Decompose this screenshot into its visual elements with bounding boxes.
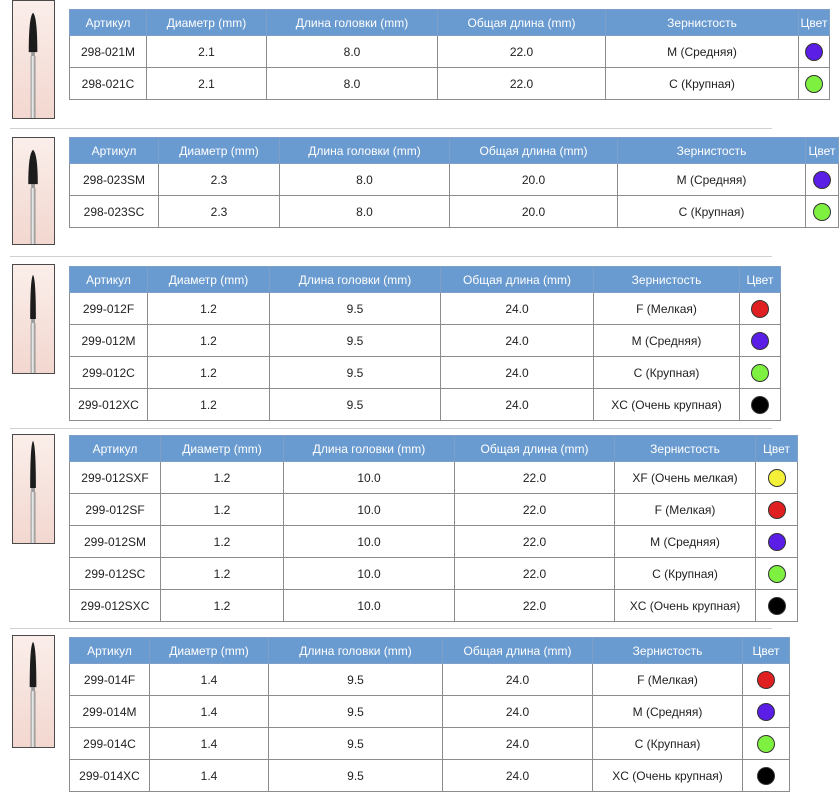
grit-header: Зернистость xyxy=(618,138,806,164)
total-length-cell: 24.0 xyxy=(441,357,594,389)
bur-tool-icon xyxy=(13,1,54,118)
head-length-cell: 9.5 xyxy=(269,760,443,792)
color-swatch xyxy=(813,171,831,189)
total-length-cell: 20.0 xyxy=(450,196,618,228)
color-swatch xyxy=(751,396,769,414)
total-length-cell: 20.0 xyxy=(450,164,618,196)
spec-table xyxy=(69,9,830,100)
head-length-cell: 10.0 xyxy=(284,526,455,558)
article-header: Артикул xyxy=(70,638,150,664)
total-length-header: Общая длина (mm) xyxy=(441,267,594,293)
product-photo xyxy=(12,635,55,748)
total-length-cell: 24.0 xyxy=(443,696,593,728)
head-length-header: Длина головки (mm) xyxy=(284,436,455,462)
total-length-cell: 24.0 xyxy=(441,293,594,325)
grit-cell: C (Крупная) xyxy=(594,357,740,389)
head-length-cell: 10.0 xyxy=(284,558,455,590)
head-length-header: Длина головки (mm) xyxy=(270,267,441,293)
color-swatch xyxy=(757,671,775,689)
product-photo xyxy=(12,0,55,119)
diameter-cell: 1.2 xyxy=(148,293,270,325)
color-cell xyxy=(743,760,790,792)
head-length-cell: 9.5 xyxy=(270,293,441,325)
diameter-cell: 2.3 xyxy=(159,164,280,196)
article-cell: 299-014M xyxy=(70,696,150,728)
color-cell xyxy=(740,293,781,325)
total-length-cell: 22.0 xyxy=(455,558,615,590)
table-row xyxy=(70,664,790,696)
diameter-header: Диаметр (mm) xyxy=(148,267,270,293)
color-cell xyxy=(756,462,798,494)
color-cell xyxy=(756,558,798,590)
grit-header: Зернистость xyxy=(606,10,799,36)
head-length-cell: 10.0 xyxy=(284,462,455,494)
head-length-header: Длина головки (mm) xyxy=(269,638,443,664)
diameter-cell: 1.2 xyxy=(148,389,270,421)
table-row xyxy=(70,526,798,558)
color-cell xyxy=(743,728,790,760)
spec-table xyxy=(69,266,781,421)
color-swatch xyxy=(813,203,831,221)
article-header: Артикул xyxy=(70,267,148,293)
grit-cell: F (Мелкая) xyxy=(615,494,756,526)
color-swatch xyxy=(805,75,823,93)
grit-cell: M (Средняя) xyxy=(606,36,799,68)
color-swatch xyxy=(751,364,769,382)
total-length-cell: 22.0 xyxy=(438,36,606,68)
color-swatch xyxy=(757,735,775,753)
article-cell: 299-012SXF xyxy=(70,462,161,494)
grit-cell: C (Крупная) xyxy=(593,728,743,760)
head-length-cell: 9.5 xyxy=(269,664,443,696)
grit-cell: C (Крупная) xyxy=(606,68,799,100)
article-cell: 299-014F xyxy=(70,664,150,696)
diameter-cell: 1.2 xyxy=(148,357,270,389)
diameter-cell: 2.1 xyxy=(147,68,267,100)
table-row xyxy=(70,728,790,760)
diameter-cell: 2.1 xyxy=(147,36,267,68)
grit-cell: XC (Очень крупная) xyxy=(594,389,740,421)
grit-cell: M (Средняя) xyxy=(615,526,756,558)
article-cell: 298-023SC xyxy=(70,196,159,228)
total-length-cell: 22.0 xyxy=(455,590,615,622)
grit-cell: XC (Очень крупная) xyxy=(593,760,743,792)
diameter-cell: 1.2 xyxy=(161,462,284,494)
color-swatch xyxy=(768,469,786,487)
color-header: Цвет xyxy=(806,138,839,164)
table-row xyxy=(70,696,790,728)
grit-header: Зернистость xyxy=(594,267,740,293)
article-cell: 299-012M xyxy=(70,325,148,357)
table-header-row xyxy=(70,638,790,664)
diameter-header: Диаметр (mm) xyxy=(159,138,280,164)
table-row xyxy=(70,164,839,196)
grit-header: Зернистость xyxy=(593,638,743,664)
table-row xyxy=(70,494,798,526)
color-swatch xyxy=(768,533,786,551)
table-header-row xyxy=(70,436,798,462)
head-length-cell: 10.0 xyxy=(284,590,455,622)
head-length-header: Длина головки (mm) xyxy=(267,10,438,36)
article-cell: 298-021C xyxy=(70,68,147,100)
grit-cell: F (Мелкая) xyxy=(594,293,740,325)
head-length-cell: 9.5 xyxy=(270,325,441,357)
head-length-cell: 9.5 xyxy=(270,357,441,389)
color-cell xyxy=(740,325,781,357)
grit-cell: M (Средняя) xyxy=(594,325,740,357)
bur-tool-icon xyxy=(13,636,54,747)
diameter-header: Диаметр (mm) xyxy=(150,638,269,664)
head-length-cell: 8.0 xyxy=(267,36,438,68)
grit-cell: M (Средняя) xyxy=(618,164,806,196)
diameter-cell: 1.2 xyxy=(161,590,284,622)
total-length-cell: 24.0 xyxy=(443,664,593,696)
total-length-header: Общая длина (mm) xyxy=(455,436,615,462)
grit-cell: F (Мелкая) xyxy=(593,664,743,696)
diameter-cell: 1.2 xyxy=(161,526,284,558)
article-cell: 299-012SXC xyxy=(70,590,161,622)
product-photo xyxy=(12,137,55,245)
article-cell: 299-012F xyxy=(70,293,148,325)
article-cell: 298-021M xyxy=(70,36,147,68)
color-cell xyxy=(743,664,790,696)
grit-header: Зернистость xyxy=(615,436,756,462)
diameter-header: Диаметр (mm) xyxy=(161,436,284,462)
head-length-cell: 9.5 xyxy=(269,728,443,760)
grit-cell: C (Крупная) xyxy=(615,558,756,590)
total-length-cell: 24.0 xyxy=(441,325,594,357)
total-length-header: Общая длина (mm) xyxy=(438,10,606,36)
table-row xyxy=(70,590,798,622)
article-cell: 299-012SM xyxy=(70,526,161,558)
head-length-cell: 8.0 xyxy=(267,68,438,100)
color-header: Цвет xyxy=(799,10,830,36)
spec-table xyxy=(69,137,839,228)
bur-tool-icon xyxy=(13,138,54,244)
article-header: Артикул xyxy=(70,436,161,462)
diameter-cell: 1.2 xyxy=(148,325,270,357)
diameter-cell: 1.2 xyxy=(161,558,284,590)
product-photo xyxy=(12,434,55,544)
table-row xyxy=(70,389,781,421)
total-length-cell: 24.0 xyxy=(443,760,593,792)
article-cell: 298-023SM xyxy=(70,164,159,196)
color-header: Цвет xyxy=(743,638,790,664)
product-photo xyxy=(12,264,55,374)
color-cell xyxy=(743,696,790,728)
total-length-cell: 22.0 xyxy=(455,462,615,494)
head-length-cell: 9.5 xyxy=(269,696,443,728)
color-cell xyxy=(806,196,839,228)
color-swatch xyxy=(757,703,775,721)
table-row xyxy=(70,325,781,357)
grit-cell: M (Средняя) xyxy=(593,696,743,728)
table-row xyxy=(70,760,790,792)
color-swatch xyxy=(805,43,823,61)
total-length-cell: 24.0 xyxy=(441,389,594,421)
group-divider xyxy=(10,428,772,429)
color-swatch xyxy=(757,767,775,785)
article-header: Артикул xyxy=(70,138,159,164)
article-cell: 299-014XC xyxy=(70,760,150,792)
diameter-cell: 1.2 xyxy=(161,494,284,526)
head-length-cell: 10.0 xyxy=(284,494,455,526)
color-swatch xyxy=(751,300,769,318)
total-length-header: Общая длина (mm) xyxy=(450,138,618,164)
diameter-cell: 1.4 xyxy=(150,760,269,792)
grit-cell: C (Крупная) xyxy=(618,196,806,228)
article-cell: 299-012SF xyxy=(70,494,161,526)
head-length-cell: 8.0 xyxy=(280,196,450,228)
color-cell xyxy=(756,526,798,558)
group-divider xyxy=(10,128,772,129)
article-cell: 299-014C xyxy=(70,728,150,760)
color-swatch xyxy=(768,501,786,519)
diameter-cell: 1.4 xyxy=(150,696,269,728)
table-header-row xyxy=(70,138,839,164)
color-cell xyxy=(799,36,830,68)
table-header-row xyxy=(70,267,781,293)
article-cell: 299-012SC xyxy=(70,558,161,590)
color-cell xyxy=(799,68,830,100)
table-row xyxy=(70,68,830,100)
spec-table xyxy=(69,435,798,622)
group-divider xyxy=(10,628,772,629)
head-length-header: Длина головки (mm) xyxy=(280,138,450,164)
group-divider xyxy=(10,256,772,257)
bur-tool-icon xyxy=(13,265,54,373)
diameter-cell: 1.4 xyxy=(150,664,269,696)
diameter-cell: 1.4 xyxy=(150,728,269,760)
color-swatch xyxy=(751,332,769,350)
head-length-cell: 9.5 xyxy=(270,389,441,421)
color-cell xyxy=(740,389,781,421)
table-row xyxy=(70,196,839,228)
total-length-header: Общая длина (mm) xyxy=(443,638,593,664)
table-row xyxy=(70,293,781,325)
total-length-cell: 22.0 xyxy=(455,526,615,558)
table-row xyxy=(70,558,798,590)
total-length-cell: 24.0 xyxy=(443,728,593,760)
grit-cell: XC (Очень крупная) xyxy=(615,590,756,622)
grit-cell: XF (Очень мелкая) xyxy=(615,462,756,494)
color-header: Цвет xyxy=(740,267,781,293)
article-cell: 299-012C xyxy=(70,357,148,389)
table-row xyxy=(70,36,830,68)
color-cell xyxy=(806,164,839,196)
head-length-cell: 8.0 xyxy=(280,164,450,196)
diameter-cell: 2.3 xyxy=(159,196,280,228)
total-length-cell: 22.0 xyxy=(438,68,606,100)
spec-table xyxy=(69,637,790,792)
table-row xyxy=(70,357,781,389)
total-length-cell: 22.0 xyxy=(455,494,615,526)
color-cell xyxy=(756,590,798,622)
article-cell: 299-012XC xyxy=(70,389,148,421)
color-swatch xyxy=(768,565,786,583)
article-header: Артикул xyxy=(70,10,147,36)
color-cell xyxy=(756,494,798,526)
table-row xyxy=(70,462,798,494)
table-header-row xyxy=(70,10,830,36)
color-header: Цвет xyxy=(756,436,798,462)
color-cell xyxy=(740,357,781,389)
diameter-header: Диаметр (mm) xyxy=(147,10,267,36)
color-swatch xyxy=(768,597,786,615)
bur-tool-icon xyxy=(13,435,54,543)
